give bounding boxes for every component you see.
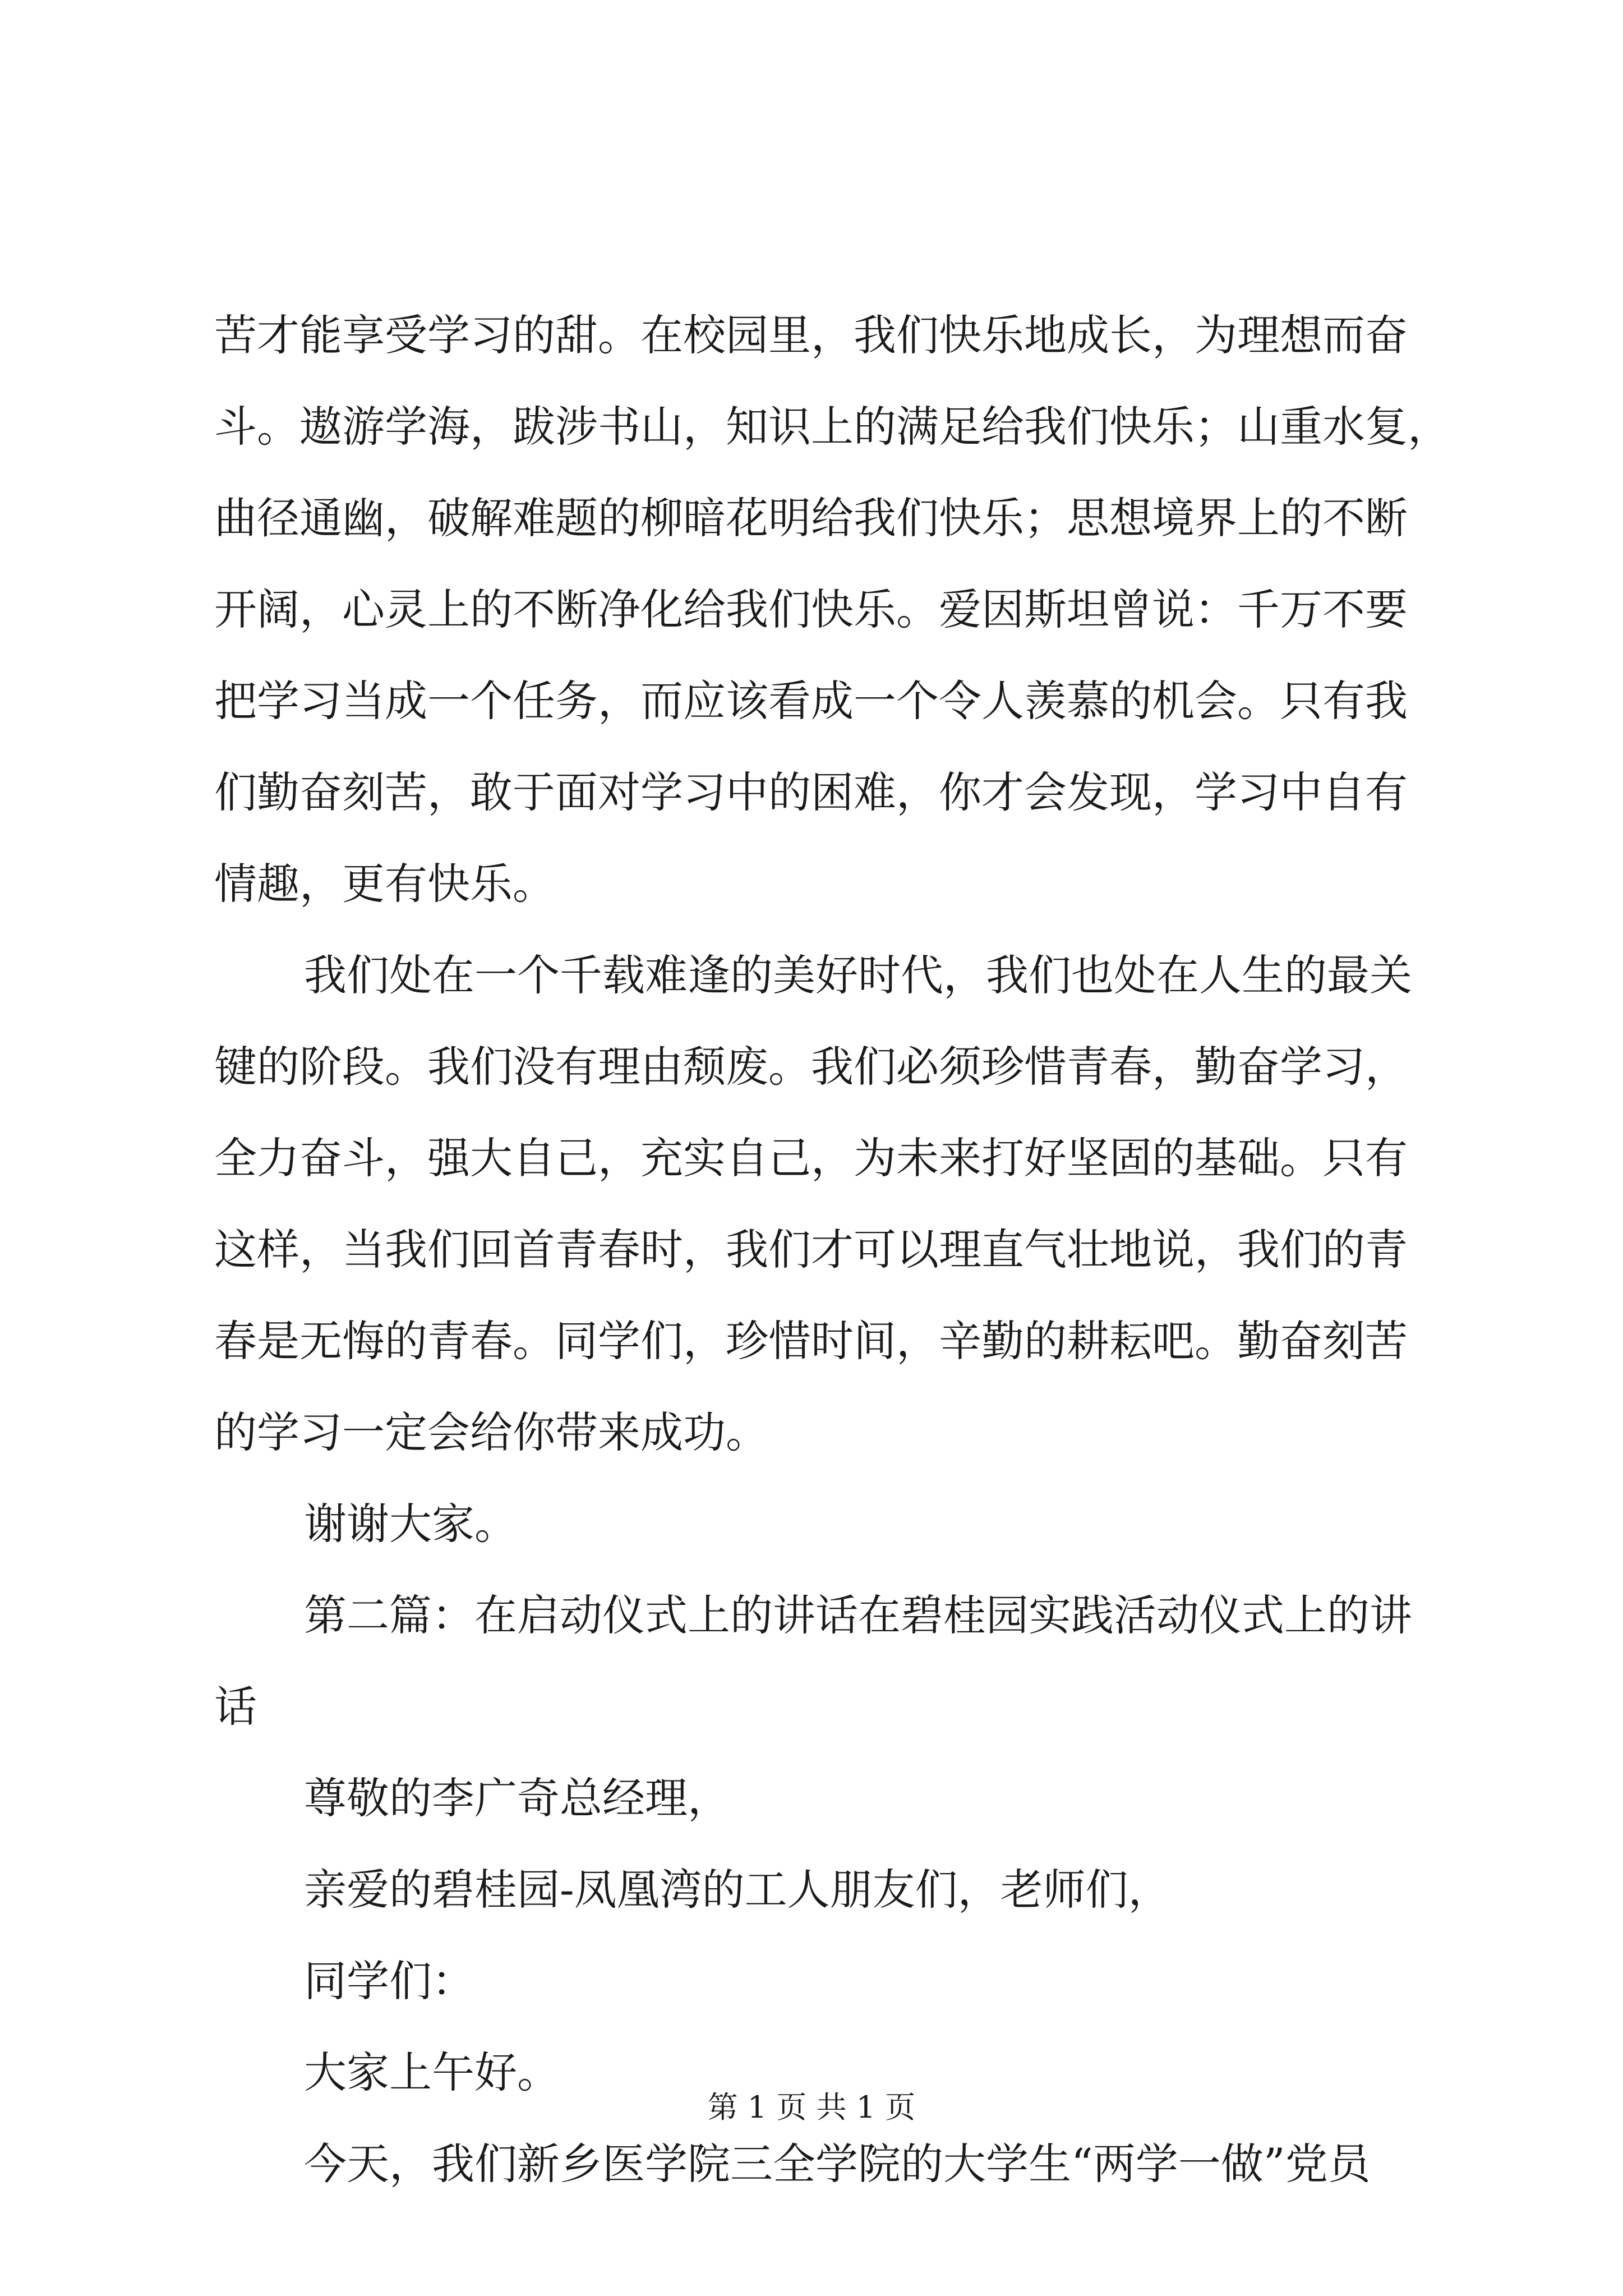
text-line: 全力奋斗，强大自己，充实自己，为未来打好坚固的基础。只有: [214, 1133, 1408, 1183]
text-line: 这样，当我们回首青春时，我们才可以理直气壮地说，我们的青: [214, 1225, 1408, 1274]
text-line: 键的阶段。我们没有理由颓废。我们必须珍惜青春，勤奋学习，: [214, 1042, 1408, 1092]
text-line: 大家上午好。: [304, 2047, 560, 2097]
text-line: 曲径通幽，破解难题的柳暗花明给我们快乐；思想境界上的不断: [214, 493, 1408, 543]
text-line: 把学习当成一个任务，而应该看成一个令人羡慕的机会。只有我: [214, 676, 1408, 726]
text-line: 话: [214, 1682, 257, 1732]
text-line: 第二篇：在启动仪式上的讲话在碧桂园实践活动仪式上的讲: [304, 1590, 1412, 1640]
text-line: 谢谢大家。: [304, 1499, 517, 1549]
document-body: [214, 307, 1448, 2228]
page-footer: 第 1 页 共 1 页: [707, 2090, 916, 2125]
text-line: 春是无悔的青春。同学们，珍惜时间，辛勤的耕耘吧。勤奋刻苦: [214, 1316, 1408, 1366]
text-line: 们勤奋刻苦，敢于面对学习中的困难，你才会发现，学习中自有: [214, 767, 1408, 817]
text-line: 的学习一定会给你带来成功。: [214, 1407, 768, 1457]
text-line: 斗。遨游学海，跋涉书山，知识上的满足给我们快乐；山重水复，: [214, 402, 1450, 452]
text-line: 今天，我们新乡医学院三全学院的大学生“两学一做”党员: [304, 2139, 1371, 2189]
text-line: 亲爱的碧桂园-凤凰湾的工人朋友们，老师们，: [304, 1865, 1171, 1915]
text-line: 我们处在一个千载难逢的美好时代，我们也处在人生的最关: [304, 950, 1412, 1000]
text-line: 情趣，更有快乐。: [214, 859, 555, 909]
text-line: 苦才能享受学习的甜。在校园里，我们快乐地成长，为理想而奋: [214, 310, 1408, 360]
text-line: 开阔，心灵上的不断净化给我们快乐。爱因斯坦曾说：千万不要: [214, 585, 1408, 634]
text-line: 尊敬的李广奇总经理，: [304, 1773, 730, 1823]
text-line: 同学们：: [304, 1956, 474, 2006]
